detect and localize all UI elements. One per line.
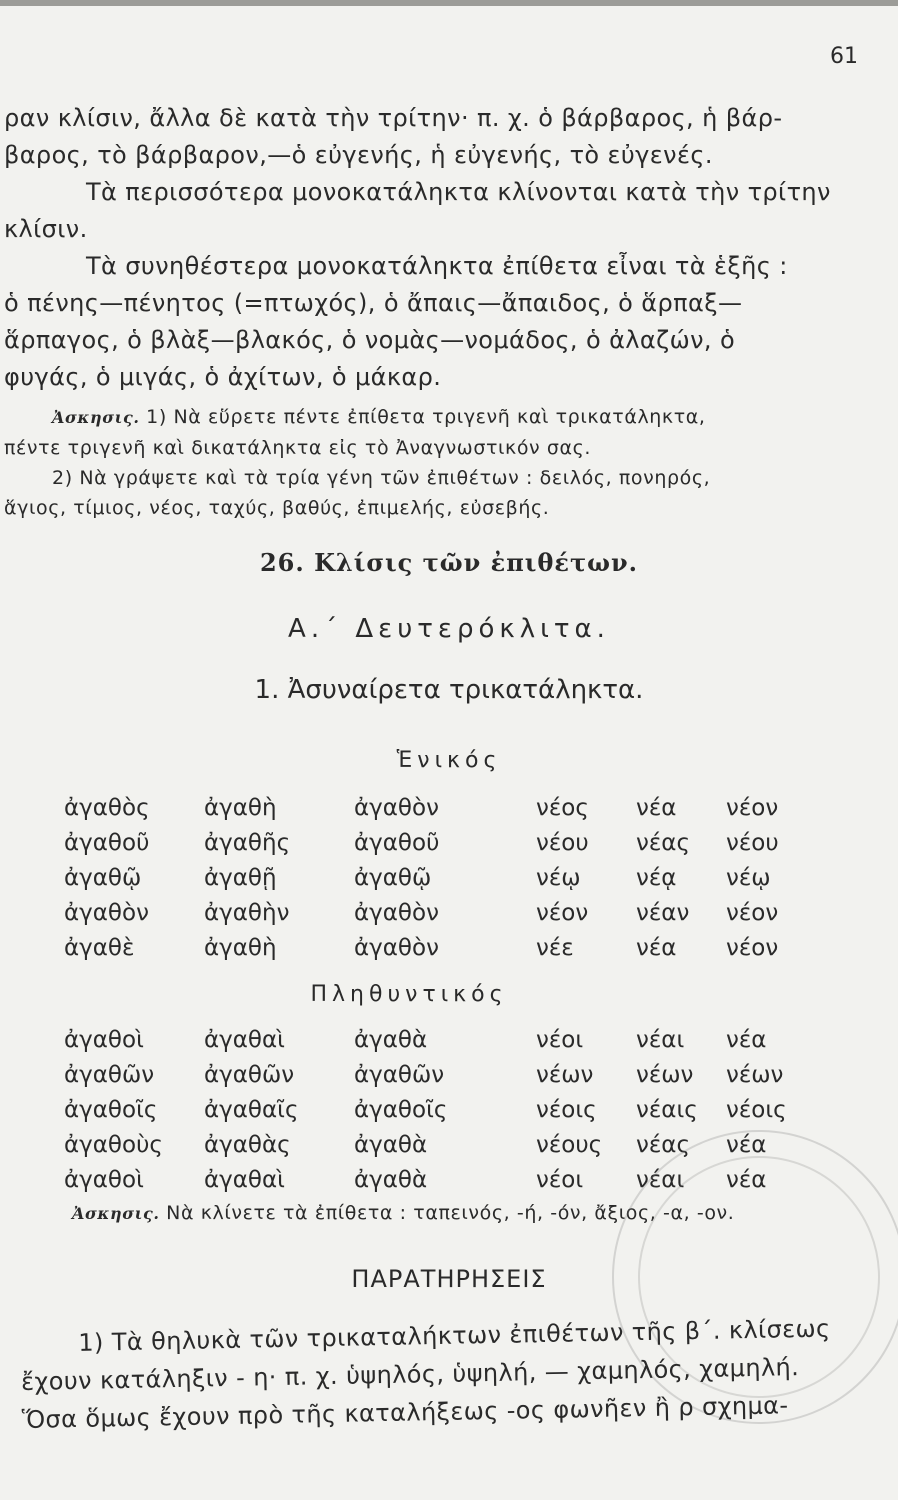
text-line: 1) Τὰ θηλυκὰ τῶν τρικαταλήκτων ἐπιθέτων τῆς β΄. κλίσεως [78,1314,831,1357]
observations-paragraph [20,1308,882,1438]
declension-cell: ἀγαθὸν [354,794,439,821]
exercise2-text: Νὰ κλίνετε τὰ ἐπίθετα : ταπεινός, -ή, -όν, ἄξιος, -α, -ον. [166,1202,735,1224]
declension-cell: ἀγαθοῦ [64,829,150,856]
declension-cell: νέαις [636,1096,698,1123]
declension-cell: νέους [536,1131,603,1158]
declension-cell: ἀγαθαὶ [204,1026,285,1053]
declension-cell: ἀγαθὸν [354,934,439,961]
declension-cell: νέαι [636,1166,685,1193]
declension-cell: ἀγαθὴ [204,934,277,961]
exercise-text: 1) Νὰ εὕρετε πέντε ἐπίθετα τριγενῆ καὶ τρικατάληκτα, [146,406,706,428]
plural-label: Πληθυντικός [310,982,508,1007]
declension-cell: νέων [726,1061,784,1088]
declension-cell: ἀγαθῶν [354,1061,445,1088]
text-line: ἔχουν κατάληξιν - η· π. χ. ὑψηλός, ὑψηλή, — χαμηλός, χαμηλή. [20,1353,800,1396]
declension-cell: νέοις [726,1096,787,1123]
declension-cell: νέον [726,934,779,961]
declension-cell: νέα [726,1131,767,1158]
declension-cell: νέου [536,829,589,856]
exercise-label: Ἀσκησις. [52,408,140,427]
declension-row [64,790,816,825]
exercise-line: ἅγιος, τίμιος, νέος, ταχύς, βαθύς, ἐπιμελής, εὐσεβής. [4,497,550,519]
text-line: Ὅσα ὅμως ἔχουν πρὸ τῆς καταλήξεως -ος φωνῆεν ἢ ρ σχημα- [21,1391,789,1434]
declension-row [64,860,816,895]
intro-paragraphs [4,100,864,523]
declension-row [64,1057,816,1092]
declension-cell: νέου [726,829,779,856]
declension-row [64,930,816,965]
exercise-block [4,402,864,523]
declension-cell: ἀγαθὸς [64,794,150,821]
declension-cell: ἀγαθῶν [204,1061,295,1088]
text-line: Τὰ συνηθέστερα μονοκατάληκτα ἐπίθετα εἶναι τὰ ἑξῆς : [86,252,788,280]
declension-cell: ἀγαθὰ [354,1026,428,1053]
text-line: Τὰ περισσότερα μονοκατάληκτα κλίνονται κατὰ τὴν τρίτην [86,178,831,206]
text-line: ραν κλίσιν, ἄλλα δὲ κατὰ τὴν τρίτην· π. χ. ὁ βάρβαρος, ἡ βάρ- [4,104,783,132]
page-edge [0,0,898,6]
declension-cell: ἀγαθὸν [64,899,149,926]
declension-cell: ἀγαθαῖς [204,1096,299,1123]
text-line: κλίσιν. [4,215,88,243]
declension-cell: νέᾳ [636,864,677,891]
declension-cell: νέαι [636,1026,685,1053]
declension-cell: νέον [726,794,779,821]
text-line: φυγάς, ὁ μιγάς, ὁ ἀχίτων, ὁ μάκαρ. [4,363,442,391]
declension-cell: ἀγαθὰς [204,1131,291,1158]
declension-cell: νέας [636,829,690,856]
text-line: ὁ πένης—πένητος (=πτωχός), ὁ ἄπαις—ἄπαιδος, ὁ ἅρπαξ— [4,289,743,317]
declension-row [64,895,816,930]
page-number: 61 [830,44,858,69]
declension-cell: νέαν [636,899,690,926]
declension-cell: ἀγαθὰ [354,1166,428,1193]
declension-cell: νέον [726,899,779,926]
exercise-line [4,402,864,433]
declension-cell: νέος [536,794,589,821]
declension-cell: ἀγαθοὺς [64,1131,163,1158]
declension-cell: ἀγαθὰ [354,1131,428,1158]
declension-cell: νέα [726,1026,767,1053]
declension-cell: ἀγαθοῖς [64,1096,158,1123]
declension-cell: νέον [536,899,589,926]
declension-row [64,1092,816,1127]
observations-heading: ΠΑΡΑΤΗΡΗΣΕΙΣ [351,1265,547,1293]
declension-cell: ἀγαθαὶ [204,1166,285,1193]
declension-cell: νέας [636,1131,690,1158]
subsubsection-heading: 1. Ἀσυναίρετα τρικατάληκτα. [254,675,644,705]
declension-cell: ἀγαθῶν [64,1061,155,1088]
declension-row [64,1022,816,1057]
declension-cell: ἀγαθοὶ [64,1026,144,1053]
declension-row [64,825,816,860]
text-line: ἅρπαγος, ὁ βλὰξ—βλακός, ὁ νομὰς—νομάδος, ὁ ἀλαζών, ὁ [4,326,736,354]
declension-cell: νέων [636,1061,694,1088]
singular-label: Ἑνικός [396,748,502,773]
exercise-line: πέντε τριγενῆ καὶ δικατάληκτα εἰς τὸ Ἀναγνωστικόν σας. [4,437,592,459]
declension-cell: ἀγαθὸν [354,899,439,926]
declension-cell: νέε [536,934,574,961]
singular-table [64,790,816,965]
declension-cell: νέῳ [536,864,581,891]
declension-cell: ἀγαθὴ [204,794,277,821]
declension-cell: ἀγαθῇ [204,864,277,891]
declension-cell: ἀγαθῷ [64,864,142,891]
declension-cell: νέοι [536,1026,584,1053]
declension-cell: ἀγαθὲ [64,934,135,961]
exercise-line: 2) Νὰ γράψετε καὶ τὰ τρία γένη τῶν ἐπιθέτων : δειλός, πονηρός, [52,467,711,489]
subsection-heading: Α.΄ Δευτερόκλιτα. [288,614,610,644]
declension-cell: νέα [636,794,677,821]
declension-cell: ἀγαθὴν [204,899,290,926]
declension-cell: νέοις [536,1096,597,1123]
section-heading: 26. Κλίσις τῶν ἐπιθέτων. [259,548,639,577]
declension-cell: ἀγαθῷ [354,864,432,891]
declension-cell: ἀγαθοῖς [354,1096,448,1123]
declension-cell: νέα [726,1166,767,1193]
declension-cell: ἀγαθοὶ [64,1166,144,1193]
declension-cell: νέα [636,934,677,961]
declension-cell: νέῳ [726,864,771,891]
text-line: βαρος, τὸ βάρβαρον,—ὁ εὐγενής, ἡ εὐγενής, τὸ εὐγενές. [4,141,713,169]
declension-cell: νέων [536,1061,594,1088]
exercise2-label: Ἀσκησις. [72,1204,160,1223]
declension-cell: νέοι [536,1166,584,1193]
declension-cell: ἀγαθοῦ [354,829,440,856]
declension-cell: ἀγαθῆς [204,829,291,856]
